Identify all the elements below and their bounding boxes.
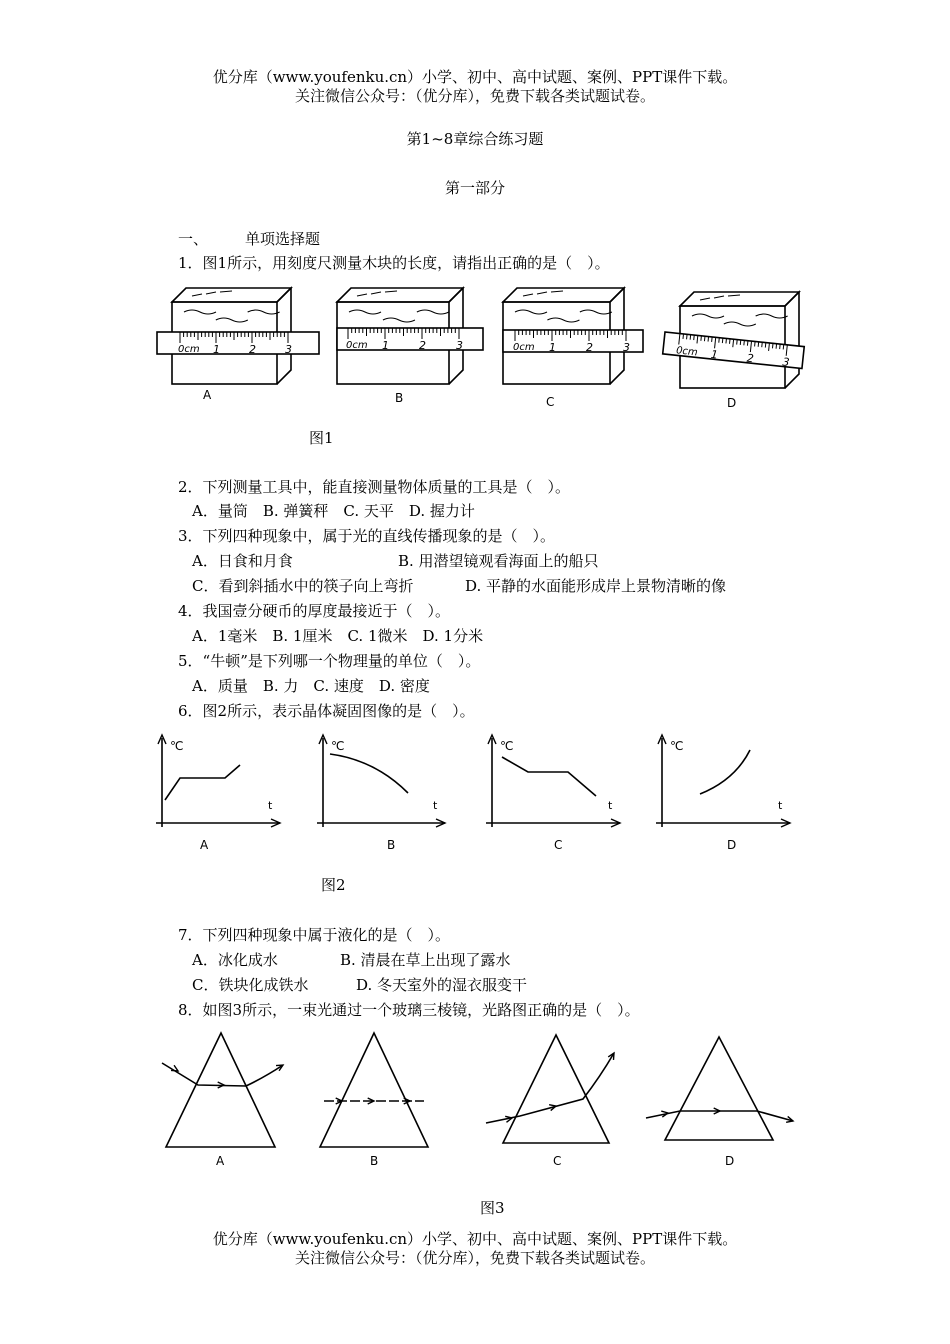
fig2-label-c: C — [554, 838, 563, 852]
ruler-d-tick — [747, 341, 748, 346]
ruler-d-tick — [783, 344, 784, 349]
fig2-label-a: A — [200, 838, 209, 852]
ruler-c — [503, 330, 643, 354]
ruler-c-zero-label: 0cm — [513, 342, 535, 353]
question-3-option-d: D. 平静的水面能形成岸上景物清晰的像 — [465, 577, 727, 595]
block-c-grain — [515, 310, 547, 314]
question-7-option-d: D. 冬天室外的湿衣服变干 — [356, 976, 528, 994]
block-c-top — [503, 288, 624, 302]
ruler-d-tick — [780, 344, 781, 349]
fig3-label-a: A — [216, 1154, 225, 1168]
figure-2-caption: 图2 — [321, 876, 346, 894]
figure-2-graphs — [0, 730, 950, 830]
question-3-option-a: A．日食和月食 — [192, 552, 293, 570]
ruler-d-tick — [740, 340, 741, 345]
graph-d-temp-unit: ℃ — [670, 739, 684, 753]
block-a-grain — [216, 318, 248, 322]
prism-b — [320, 1033, 428, 1147]
block-d-top-grain — [700, 295, 740, 300]
block-d-grain — [692, 314, 724, 318]
prism-a — [166, 1033, 275, 1147]
block-a-top — [172, 288, 291, 302]
ruler-d-tick — [758, 342, 759, 347]
block-c-grain — [580, 310, 612, 314]
ruler-d-tick — [744, 340, 745, 345]
ruler-d-num-label: 3 — [781, 355, 791, 370]
fig2-label-d: D — [727, 838, 737, 852]
ruler-d-zero-label: 0cm — [675, 345, 699, 359]
ruler-a-num-label: 1 — [213, 343, 220, 356]
fig3-label-d: D — [725, 1154, 735, 1168]
question-7-option-a: A．冰化成水 — [192, 951, 278, 969]
ruler-b-num-label: 3 — [456, 339, 463, 352]
prism-c — [503, 1035, 609, 1143]
question-7-option-b: B. 清晨在草上出现了露水 — [340, 951, 511, 969]
question-4: 4．我国壹分硬币的厚度最接近于（ ）。 — [178, 602, 451, 620]
figure-3-caption: 图3 — [480, 1199, 505, 1217]
question-3: 3．下列四种现象中，属于光的直线传播现象的是（ ）。 — [178, 527, 556, 545]
ruler-d-tick — [772, 343, 773, 348]
block-d-grain — [756, 314, 788, 318]
block-d-top — [680, 292, 799, 306]
ray-a-arrow-1 — [171, 1065, 178, 1071]
graph-a-temp-unit: ℃ — [170, 739, 184, 753]
fig1-label-d: D — [727, 396, 737, 410]
ruler-d-tick — [719, 338, 720, 343]
fig3-label-b: B — [370, 1154, 379, 1168]
graph-b-curve — [330, 754, 408, 793]
question-1: 1．图1所示，用刻度尺测量木块的长度，请指出正确的是（ ）。 — [178, 254, 610, 272]
ruler-d-tick — [687, 334, 688, 339]
graph-c-temp-unit: ℃ — [500, 739, 514, 753]
graph-c-curve — [502, 757, 596, 796]
ruler-c-num-label: 1 — [549, 341, 556, 354]
graph-c-time-label: t — [608, 799, 613, 812]
ruler-c-num-label: 3 — [623, 341, 630, 354]
figure-1-rulers — [0, 280, 950, 410]
question-8: 8．如图3所示，一束光通过一个玻璃三棱镜，光路图正确的是（ ）。 — [178, 1001, 640, 1019]
ruler-d-tick — [690, 335, 691, 340]
section-title: 单项选择题 — [245, 230, 321, 248]
ruler-b — [337, 328, 483, 352]
graph-b-time-label: t — [433, 799, 438, 812]
prism-d — [665, 1037, 773, 1140]
fig3-label-c: C — [553, 1154, 562, 1168]
ruler-a — [157, 332, 319, 356]
question-6: 6．图2所示，表示晶体凝固图像的是（ ）。 — [178, 702, 475, 720]
ruler-d-tick — [701, 336, 702, 341]
block-b-grain — [383, 318, 415, 322]
footer-line-1: 优分库（www.youfenku.cn）小学、初中、高中试题、案例、PPT课件下载。 — [212, 1230, 738, 1248]
question-7: 7．下列四种现象中属于液化的是（ ）。 — [178, 926, 451, 944]
ruler-a-num-label: 3 — [285, 343, 292, 356]
ruler-d-num-label: 2 — [746, 351, 755, 366]
fig2-label-b: B — [387, 838, 396, 852]
ruler-c-num-label: 2 — [586, 341, 593, 354]
ruler-d — [662, 332, 804, 371]
header-line-1: 优分库（www.youfenku.cn）小学、初中、高中试题、案例、PPT课件下载。 — [212, 68, 738, 86]
ruler-d-tick — [776, 344, 777, 349]
question-2-options: A．量筒 B. 弹簧秤 C. 天平 D. 握力计 — [192, 502, 475, 520]
ruler-d-num-label: 1 — [710, 347, 719, 362]
block-b-grain — [349, 310, 381, 314]
ruler-d-tick — [694, 335, 695, 340]
block-c-top-grain — [523, 291, 563, 296]
ruler-d-tick — [762, 342, 763, 347]
ruler-b-num-label: 2 — [419, 339, 426, 352]
block-a-grain — [184, 310, 216, 314]
ruler-d-tick — [755, 341, 756, 346]
question-3-option-c: C．看到斜插水中的筷子向上弯折 — [192, 577, 414, 595]
graph-a-curve — [165, 765, 240, 800]
question-7-option-c: C．铁块化成铁水 — [192, 976, 309, 994]
ruler-d-tick — [737, 340, 738, 345]
ray-a — [162, 1063, 283, 1086]
ruler-d-tick — [708, 337, 709, 342]
fig1-label-a: A — [203, 388, 212, 402]
graph-a-time-label: t — [268, 799, 273, 812]
ruler-a-zero-label: 0cm — [178, 344, 200, 355]
figure-3-prisms — [0, 1025, 950, 1155]
block-a-top-grain — [192, 291, 232, 296]
ruler-d-tick — [730, 339, 731, 344]
block-b-grain — [417, 310, 449, 314]
ruler-d-tick — [722, 338, 723, 343]
block-d-side — [785, 292, 799, 388]
ruler-b-num-label: 1 — [382, 339, 389, 352]
ruler-d-tick — [765, 343, 766, 348]
fig1-label-b: B — [395, 391, 404, 405]
question-4-options: A．1毫米 B. 1厘米 C. 1微米 D. 1分米 — [192, 627, 484, 645]
ruler-d-tick — [712, 337, 713, 342]
question-5: 5．“牛顿”是下列哪一个物理量的单位（ ）。 — [178, 652, 481, 670]
graph-b-temp-unit: ℃ — [331, 739, 345, 753]
block-c-grain — [547, 318, 579, 322]
question-3-option-b: B. 用潜望镜观看海面上的船只 — [398, 552, 599, 570]
graph-d-curve — [700, 750, 750, 794]
block-a-grain — [248, 310, 280, 314]
block-b-top — [337, 288, 463, 302]
ruler-d-tick — [726, 338, 727, 343]
ruler-d-tick — [704, 336, 705, 341]
footer-line-2: 关注微信公众号：（优分库），免费下载各类试题试卷。 — [294, 1249, 655, 1267]
header-line-2: 关注微信公众号：（优分库），免费下载各类试题试卷。 — [294, 87, 655, 105]
graph-d-time-label: t — [778, 799, 783, 812]
figure-1-caption: 图1 — [309, 429, 334, 447]
fig1-label-c: C — [546, 395, 555, 409]
ruler-d-tick — [683, 334, 684, 339]
ruler-b-zero-label: 0cm — [346, 340, 368, 351]
section-number: 一、 — [178, 230, 209, 248]
question-5-options: A．质量 B. 力 C. 速度 D. 密度 — [192, 677, 430, 695]
block-d-grain — [724, 322, 756, 326]
block-b-top-grain — [357, 291, 397, 296]
ruler-a-num-label: 2 — [249, 343, 256, 356]
document-title: 第1~8章综合练习题 — [406, 130, 544, 148]
part-title: 第一部分 — [444, 179, 505, 197]
question-2: 2．下列测量工具中，能直接测量物体质量的工具是（ ）。 — [178, 478, 571, 496]
